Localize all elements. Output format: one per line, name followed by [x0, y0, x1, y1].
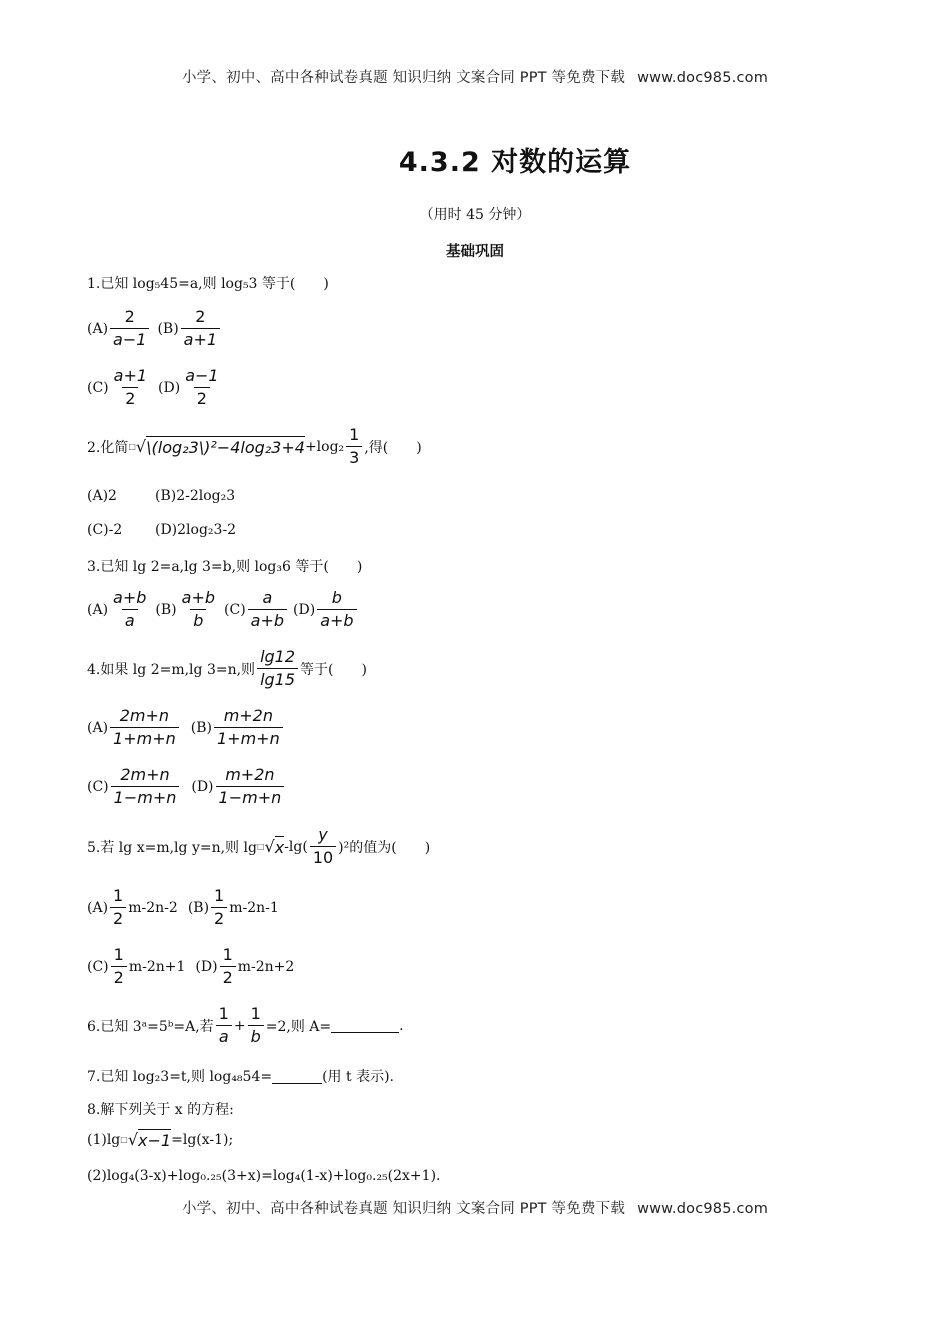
denominator: a−1	[110, 328, 149, 350]
option-label: (C)	[87, 958, 109, 975]
option-label: (A)	[87, 719, 109, 736]
denominator: 1−m+n	[111, 786, 180, 808]
option-a: (A)2	[87, 488, 117, 504]
fraction	[214, 706, 283, 749]
radical-index-box: □	[256, 842, 265, 851]
question-7-suffix: (用 t 表示).	[322, 1069, 394, 1085]
question-5-stem	[87, 825, 430, 868]
fraction	[257, 647, 298, 690]
denominator: a	[216, 1025, 232, 1047]
option-label: (D)	[191, 778, 214, 795]
question-8-part-1	[87, 1129, 233, 1150]
numerator: 2m+n	[120, 765, 170, 784]
lg-term: -lg(	[284, 838, 308, 855]
denominator: a+b	[317, 609, 356, 631]
fraction	[248, 1004, 264, 1047]
denominator: b	[190, 609, 206, 631]
numerator: 2m+n	[119, 706, 170, 725]
radicand: x−1	[138, 1131, 172, 1150]
page-header	[0, 66, 950, 87]
radical-index-box: □	[120, 1135, 128, 1144]
numerator: a+b	[113, 588, 147, 607]
numerator: 1	[250, 1004, 261, 1023]
question-6-end: .	[399, 1017, 404, 1034]
option-rest: m-2n+1	[128, 958, 186, 975]
question-3-stem: 3.已知 lg 2=a,lg 3=b,则 log₃6 等于( )	[87, 559, 363, 575]
option-rest: m-2n-2	[128, 899, 178, 916]
plus-sign: +	[233, 1017, 246, 1034]
option-label: (C)	[87, 778, 109, 795]
option-b: (B)2-2log₂3	[155, 488, 236, 504]
fraction	[248, 588, 287, 631]
log-term: +log₂	[304, 438, 345, 455]
denominator: 2	[194, 387, 210, 409]
fraction	[182, 366, 221, 409]
numerator: a+1	[113, 366, 148, 385]
denominator: 1−m+n	[216, 786, 285, 808]
footer-text: 小学、初中、高中各种试卷真题 知识归纳 文案合同 PPT 等免费下载	[181, 1201, 626, 1217]
radical-sign: √	[264, 837, 275, 856]
option-label: (B)	[157, 320, 179, 337]
option-rest: m-2n+2	[237, 958, 295, 975]
question-6-suffix: =2,则 A=	[265, 1018, 332, 1035]
numerator: a+b	[181, 588, 216, 607]
fraction	[110, 588, 149, 631]
option-label: (B)	[187, 899, 210, 916]
page-title: 4.3.2 对数的运算	[398, 147, 632, 178]
option-label: (B)	[190, 719, 212, 736]
option-label: (D)	[293, 601, 316, 618]
numerator: 2	[124, 307, 135, 326]
numerator: 1	[218, 1004, 229, 1023]
fraction	[216, 1004, 232, 1047]
numerator: m+2n	[223, 706, 273, 725]
part-1-suffix: =lg(x-1);	[171, 1131, 234, 1148]
fraction	[346, 425, 362, 468]
question-2-stem	[87, 425, 422, 468]
option-label: (B)	[155, 601, 177, 618]
numerator: y	[318, 825, 328, 844]
fraction	[179, 588, 218, 631]
fraction	[111, 765, 180, 808]
question-4-stem	[87, 647, 367, 690]
numerator: b	[331, 588, 342, 607]
question-4-options-cd	[87, 765, 286, 808]
header-text: 小学、初中、高中各种试卷真题 知识归纳 文案合同 PPT 等免费下载	[181, 70, 626, 86]
question-2-options-cd	[87, 522, 236, 538]
option-label: (A)	[87, 601, 109, 618]
footer-url[interactable]: www.doc985.com	[637, 1201, 769, 1217]
denominator: 10	[310, 846, 336, 868]
numerator: a−1	[185, 366, 219, 385]
fraction	[220, 945, 236, 988]
denominator: 1+m+n	[214, 727, 283, 749]
denominator: 2	[122, 387, 138, 409]
question-1-options-cd	[87, 366, 224, 409]
question-8-part-2: (2)log₄(3-x)+log₀.₂₅(3+x)=log₄(1-x)+log₀.₂₅(2x+1).	[87, 1168, 441, 1184]
fraction	[216, 765, 285, 808]
answer-blank[interactable]	[272, 1069, 322, 1084]
question-6	[87, 1004, 404, 1047]
question-2-options-ab	[87, 488, 235, 504]
option-c: (C)-2	[87, 522, 123, 538]
fraction	[181, 307, 220, 350]
numerator: 1	[222, 945, 233, 964]
question-1-options-ab	[87, 307, 222, 350]
option-label: (C)	[224, 601, 246, 618]
denominator: 2	[211, 907, 227, 929]
denominator: a+b	[248, 609, 287, 631]
option-label: (D)	[158, 379, 181, 396]
radical-sign: √	[127, 1130, 139, 1149]
time-note: （用时 45 分钟）	[419, 207, 531, 223]
numerator: 1	[113, 945, 124, 964]
radicand: x	[274, 838, 285, 857]
option-label: (D)	[195, 958, 218, 975]
question-2-suffix: ,得( )	[364, 439, 422, 456]
question-5-options-ab	[87, 886, 279, 929]
answer-blank[interactable]	[331, 1018, 399, 1033]
denominator: 2	[220, 966, 236, 988]
question-4-suffix: 等于( )	[300, 661, 367, 678]
fraction	[111, 945, 127, 988]
fraction	[317, 588, 356, 631]
denominator: 1+m+n	[110, 727, 179, 749]
fraction	[110, 307, 149, 350]
numerator: a	[262, 588, 273, 607]
denominator: lg15	[257, 668, 298, 690]
question-4-prefix: 4.如果 lg 2=m,lg 3=n,则	[87, 661, 256, 678]
question-1-stem: 1.已知 log₅45=a,则 log₅3 等于( )	[87, 276, 329, 292]
fraction	[111, 366, 150, 409]
numerator: 1	[113, 886, 124, 905]
numerator: m+2n	[225, 765, 275, 784]
question-5-suffix: )²的值为( )	[338, 839, 431, 856]
option-label: (A)	[87, 899, 109, 916]
option-label: (A)	[87, 320, 109, 337]
numerator: lg12	[260, 647, 296, 666]
page-footer	[0, 1197, 950, 1218]
question-5-prefix: 5.若 lg x=m,lg y=n,则 lg	[87, 839, 257, 856]
denominator: a+1	[181, 328, 220, 350]
fraction	[110, 886, 126, 929]
option-label: (C)	[87, 379, 109, 396]
radical-sign: √	[135, 437, 147, 456]
radicand: \(log₂3\)²−4log₂3+4	[146, 438, 305, 457]
denominator: a	[122, 609, 138, 631]
denominator: 2	[110, 907, 126, 929]
fraction	[110, 706, 179, 749]
question-5-options-cd	[87, 945, 294, 988]
denominator: 2	[111, 966, 127, 988]
numerator: 2	[195, 307, 206, 326]
radical-index-box: □	[128, 442, 136, 451]
section-heading: 基础巩固	[446, 244, 504, 260]
option-rest: m-2n-1	[229, 899, 279, 916]
question-7-prefix: 7.已知 log₂3=t,则 log₄₈54=	[87, 1069, 273, 1085]
numerator: 1	[349, 425, 360, 444]
option-d: (D)2log₂3-2	[155, 522, 237, 538]
question-7	[87, 1066, 394, 1086]
question-6-prefix: 6.已知 3ᵃ=5ᵇ=A,若	[87, 1018, 214, 1035]
denominator: 3	[346, 446, 362, 468]
question-8-stem: 8.解下列关于 x 的方程:	[87, 1102, 234, 1118]
denominator: b	[248, 1025, 264, 1047]
fraction	[310, 825, 336, 868]
question-2-prefix: 2.化简	[87, 439, 129, 456]
header-url[interactable]: www.doc985.com	[637, 70, 769, 86]
numerator: 1	[214, 886, 225, 905]
question-3-options	[87, 588, 359, 631]
question-4-options-ab	[87, 706, 285, 749]
part-1-prefix: (1)lg	[87, 1131, 121, 1148]
fraction	[211, 886, 227, 929]
